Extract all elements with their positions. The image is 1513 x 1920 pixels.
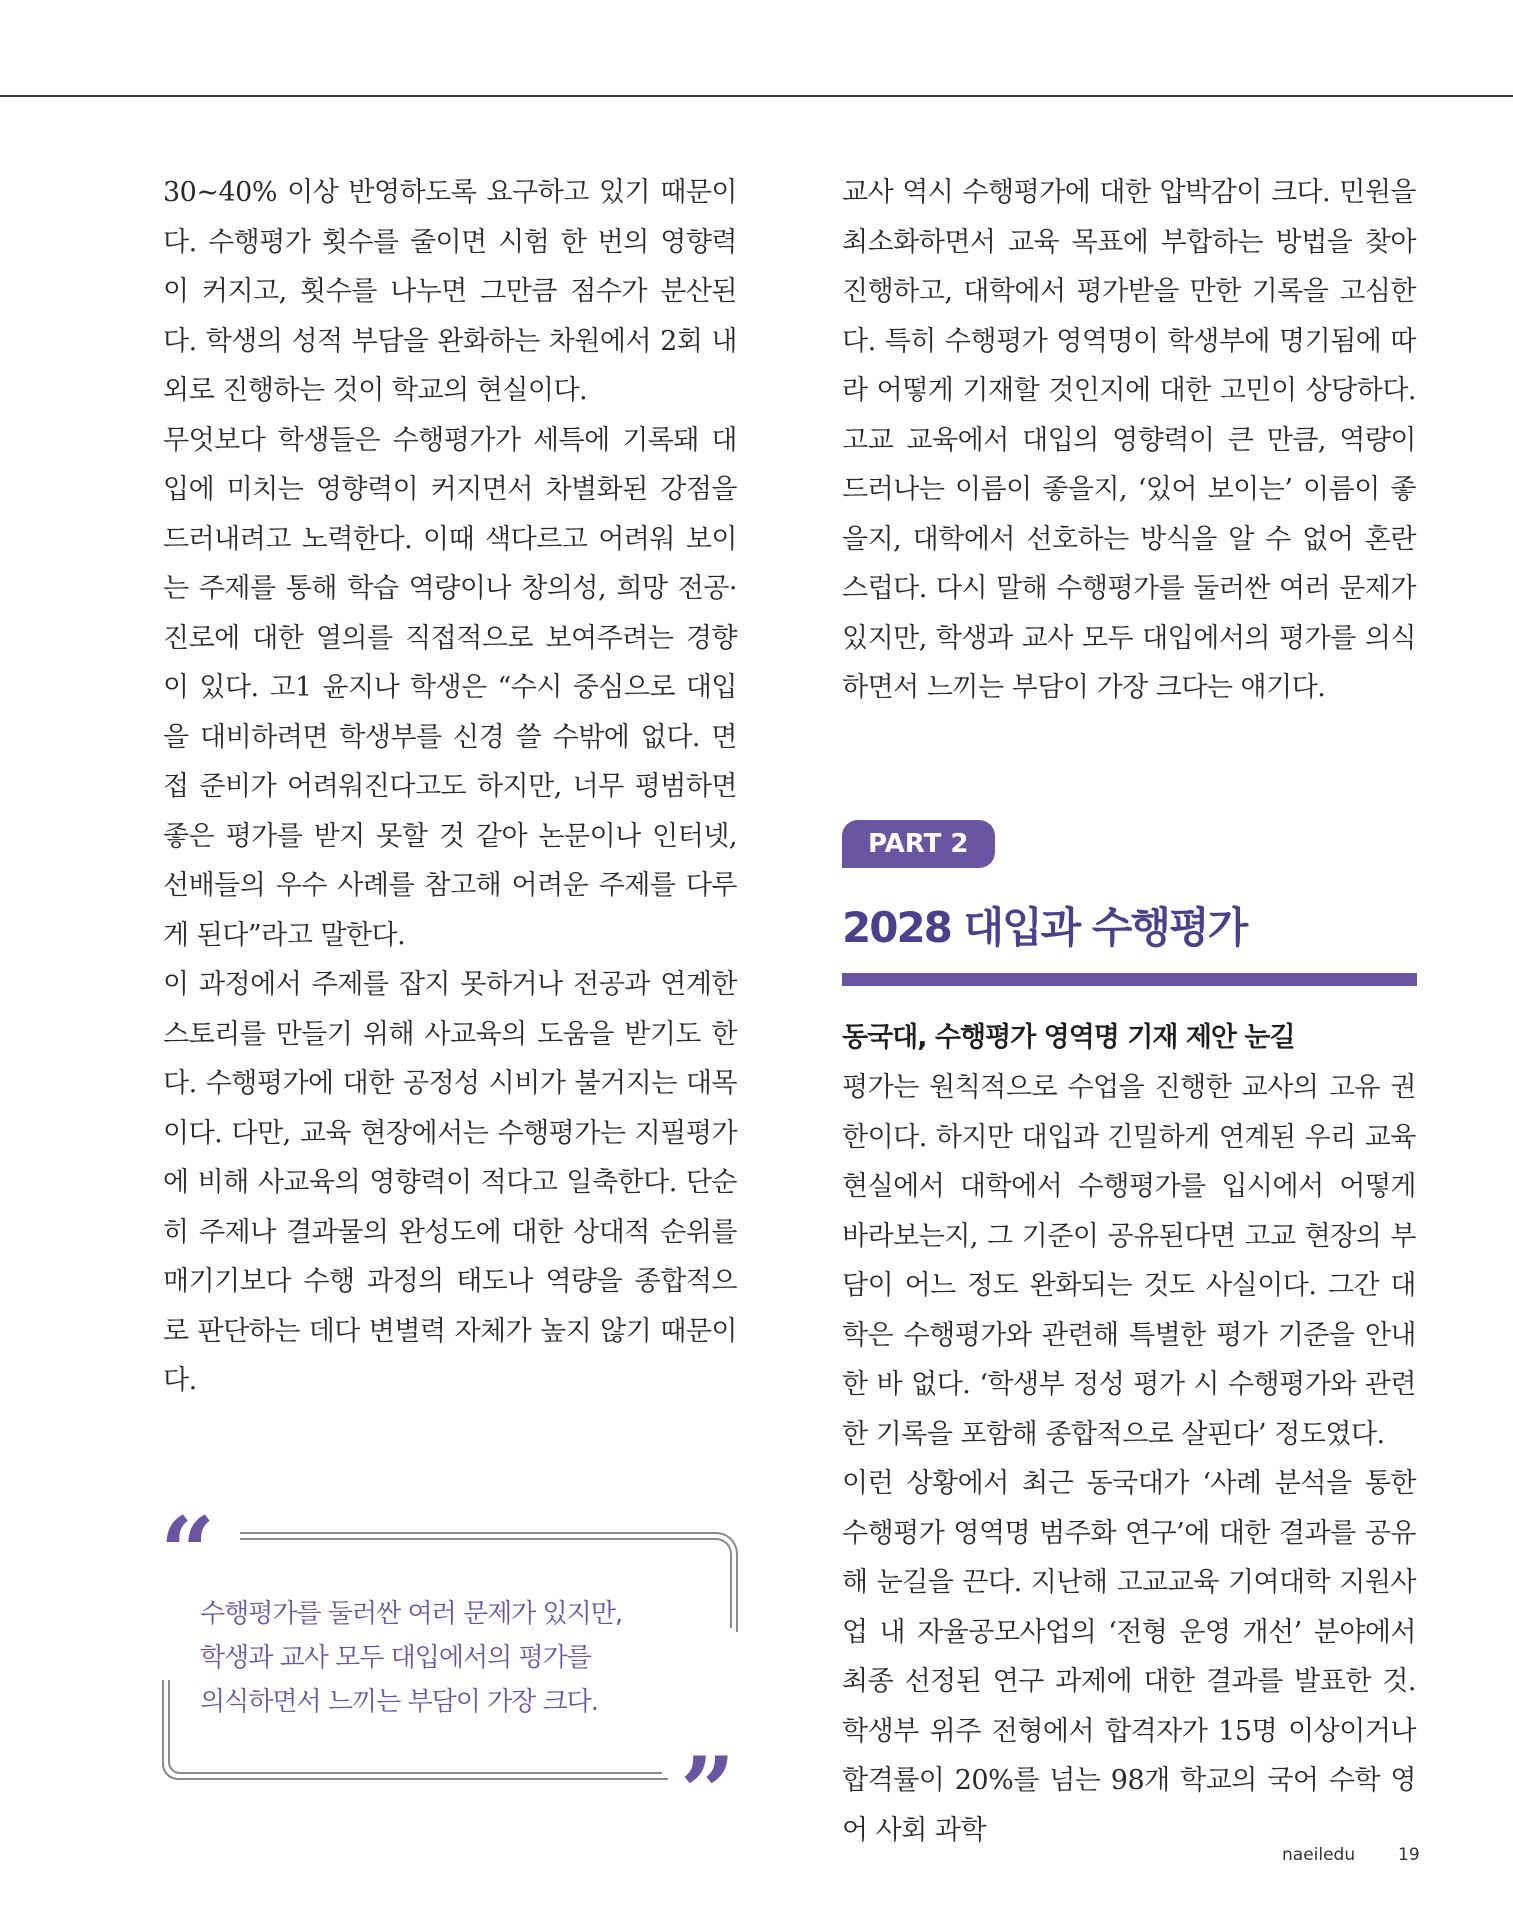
body-paragraph: 30~40% 이상 반영하도록 요구하고 있기 때문이다. 수행평가 횟수를 줄이면 시험 한 번의 영향력이 커지고, 횟수를 나누면 그만큼 점수가 분산된다. 학생의 성적 부담을 완화하는 차원에서 2회 내외로 진행하는 것이 학교의 현실이다. — [163, 177, 737, 406]
body-paragraph: 이런 상황에서 최근 동국대가 ‘사례 분석을 통한 수행평가 영역명 범주화 연구’에 대한 결과를 공유해 눈길을 끈다. 지난해 고교교육 기여대학 지원사업 내 자율공모사업의 ‘전형 운영 개선’ 분야에서 최종 선정된 연구 과제에 대한 결과를 발표한 것. 학생부 위주 전형에서 합격자가 15명 이상이거나 합격률이 20%를 넘는 98개 학교의 국어 수학 영어 사회 과학 — [842, 1468, 1416, 1846]
pull-quote-line: 학생과 교사 모두 대입에서의 평가를 — [200, 1643, 591, 1673]
close-quote-icon: ” — [680, 1745, 736, 1815]
title-underline-bar — [842, 973, 1417, 986]
open-quote-icon: “ — [160, 1505, 216, 1575]
section-subhead: 동국대, 수행평가 영역명 기재 제안 눈길 — [842, 1022, 1295, 1053]
part-badge: PART 2 — [842, 820, 995, 868]
body-paragraph: 이 과정에서 주제를 잡지 못하거나 전공과 연계한 스토리를 만들기 위해 사교육의 도움을 받기도 한다. 수행평가에 대한 공정성 시비가 불거지는 대목이다. 다만, 교육 현장에서는 수행평가는 지필평가에 비해 사교육의 영향력이 적다고 일축한다. 단순히 주제나 결과물의 완성도에 대한 상대적 순위를 매기기보다 수행 과정의 태도나 역량을 종합적으로 판단하는 데다 변별력 자체가 높지 않기 때문이다. — [163, 969, 737, 1396]
page-number: 19 — [1398, 1845, 1420, 1865]
top-rule — [0, 95, 1513, 97]
body-paragraph: 무엇보다 학생들은 수행평가가 세특에 기록돼 대입에 미치는 영향력이 커지면서 차별화된 강점을 드러내려고 노력한다. 이때 색다르고 어려워 보이는 주제를 통해 학습 역량이나 창의성, 희망 전공·진로에 대한 열의를 직접적으로 보여주려는 경향이 있다. 고1 윤지나 학생은 “수시 중심으로 대입을 대비하려면 학생부를 신경 쓸 수밖에 없다. 면접 준비가 어려워진다고도 하지만, 너무 평범하면 좋은 평가를 받지 못할 것 같아 논문이나 인터넷, 선배들의 우수 사례를 참고해 어려운 주제를 다루게 된다”라고 말한다. — [163, 424, 737, 951]
right-column-top — [842, 168, 1416, 713]
pull-quote-line: 수행평가를 둘러싼 여러 문제가 있지만, — [200, 1599, 623, 1629]
body-paragraph: 평가는 원칙적으로 수업을 진행한 교사의 고유 권한이다. 하지만 대입과 긴밀하게 연계된 우리 교육 현실에서 대학에서 수행평가를 입시에서 어떻게 바라보는지, 그 기준이 공유된다면 고교 현장의 부담이 어느 정도 완화되는 것도 사실이다. 그간 대학은 수행평가와 관련해 특별한 평가 기준을 안내한 바 없다. ‘학생부 정성 평가 시 수행평가와 관련한 기록을 포함해 종합적으로 살핀다’ 정도였다. — [842, 1072, 1416, 1450]
body-paragraph: 교사 역시 수행평가에 대한 압박감이 크다. 민원을 최소화하면서 교육 목표에 부합하는 방법을 찾아 진행하고, 대학에서 평가받을 만한 기록을 고심한다. 특히 수행평가 영역명이 학생부에 명기됨에 따라 어떻게 기재할 것인지에 대한 고민이 상당하다. 고교 교육에서 대입의 영향력이 큰 만큼, 역량이 드러나는 이름이 좋을지, ‘있어 보이는’ 이름이 좋을지, 대학에서 선호하는 방식을 알 수 없어 혼란스럽다. 다시 말해 수행평가를 둘러싼 여러 문제가 있지만, 학생과 교사 모두 대입에서의 평가를 의식하면서 느끼는 부담이 가장 크다는 얘기다. — [842, 177, 1416, 703]
left-column — [163, 168, 737, 1406]
pull-quote-line: 의식하면서 느끼는 부담이 가장 크다. — [200, 1687, 599, 1717]
section-title: 2028 대입과 수행평가 — [842, 903, 1247, 952]
footer-brand: naeiledu — [1282, 1845, 1356, 1865]
right-column-bottom — [842, 1063, 1416, 1855]
quote-frame-bottom-inner — [168, 1680, 662, 1774]
